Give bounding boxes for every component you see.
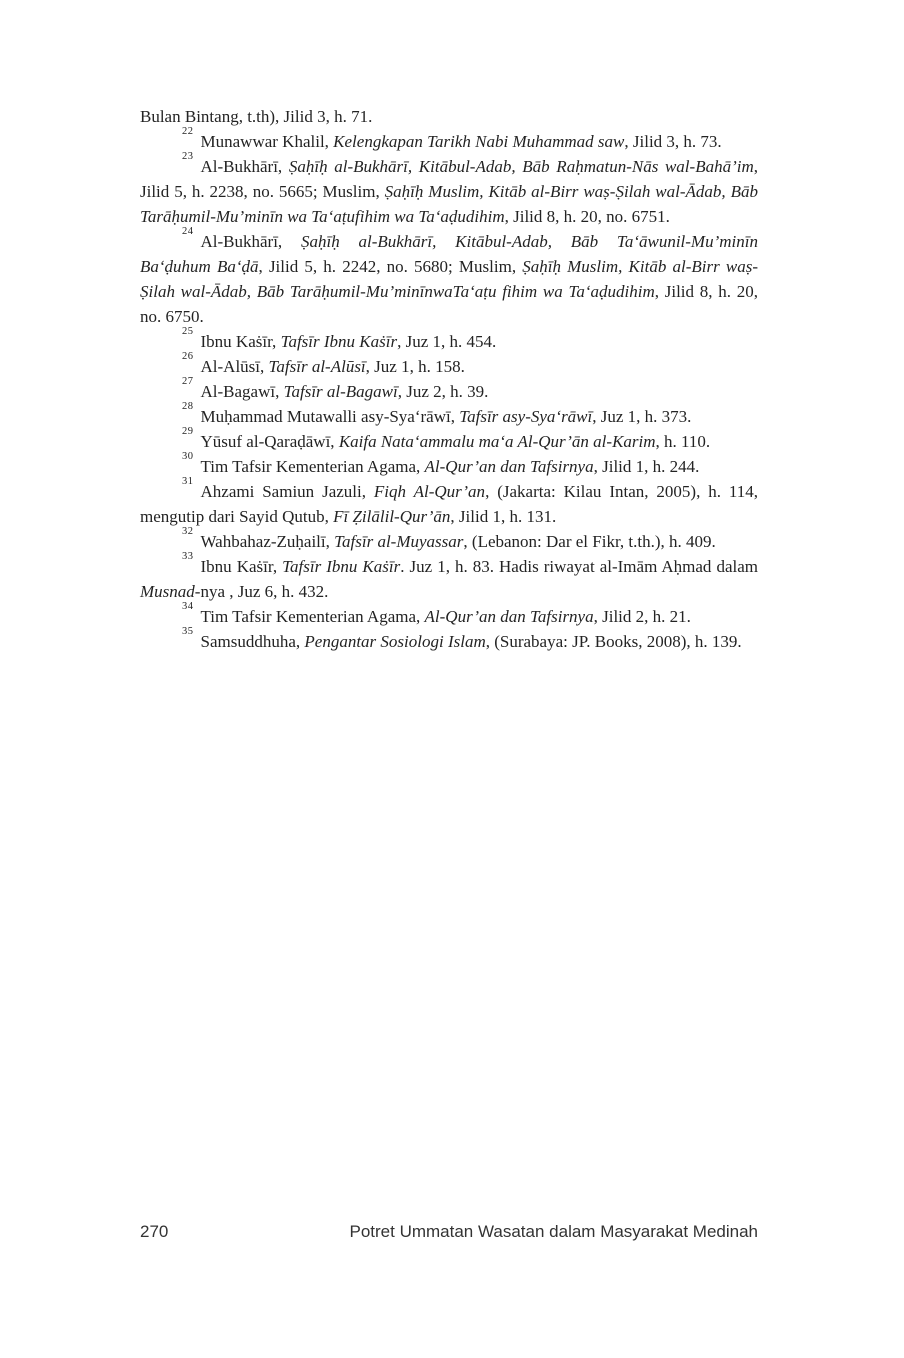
work-title-segment: Tafsīr al-Alūsī [268, 357, 366, 376]
footnote-text-segment: , Jilid 8, h. 20, no. 6750. [140, 282, 758, 326]
footnote-text-segment: Munawwar Khalil, [200, 132, 334, 151]
footnote-text-segment: , (Lebanon: Dar el Fikr, t.th.), h. 409. [463, 532, 716, 551]
work-title-segment: Tafsīr Ibnu Kaṡīr [282, 557, 401, 576]
page-footer [140, 1222, 758, 1242]
work-title-segment: Ṣaḥīḥ al-Bukhārī, Kitābul-Adab, Bāb Ta‘āwunil-Mu’minīn Ba‘ḍuhum Ba‘ḍā [140, 232, 758, 276]
footnote-number: 26 [182, 351, 194, 363]
work-title-segment: Tafsīr al-Muyassar [334, 532, 464, 551]
footnote-text-segment: , Jilid 5, h. 2238, no. 5665; Muslim, [140, 157, 758, 201]
footnote-text-segment: , (Jakarta: Kilau Intan, 2005), h. 114, mengutip dari Sayid Qutub, [140, 482, 758, 526]
footnote-text-segment: , Jilid 2, h. 21. [593, 607, 691, 626]
footnote-34 [140, 601, 758, 629]
page-number: 270 [140, 1222, 169, 1241]
work-title-segment: Fiqh Al-Qur’an [373, 482, 486, 501]
footnote-text-segment: , Juz 1, h. 158. [365, 357, 465, 376]
footnote-text-segment: Ibnu Kaṡīr, [200, 332, 281, 351]
work-title-segment: Al-Qur’an dan Tafsirnya [424, 457, 594, 476]
footnote-text-segment: -nya , Juz 6, h. 432. [194, 582, 329, 601]
work-title-segment: Kaifa Nata‘ammalu ma‘a Al-Qur’ān al-Karim [338, 432, 656, 451]
footnote-31 [140, 476, 758, 529]
footnote-text-segment: , Jilid 3, h. 73. [624, 132, 722, 151]
footnote-text-segment: Yūsuf al-Qaraḍāwī, [200, 432, 339, 451]
footnote-number: 35 [182, 626, 194, 638]
footnote-number: 23 [182, 151, 194, 163]
footnote-text-segment: , Juz 1, h. 373. [592, 407, 692, 426]
footnote-text-segment: , Jilid 8, h. 20, no. 6751. [504, 207, 670, 226]
footnote-text-segment: , Jilid 1, h. 244. [593, 457, 700, 476]
footnote-text-segment: Tim Tafsir Kementerian Agama, [200, 607, 425, 626]
footnote-text-segment: Muḥammad Mutawalli asy-Sya‘rāwī, [200, 407, 460, 426]
footnote-number: 30 [182, 451, 194, 463]
footnote-number: 25 [182, 326, 194, 338]
footnote-text-segment: , Jilid 5, h. 2242, no. 5680; Muslim, [258, 257, 523, 276]
footnote-continuation [140, 104, 758, 129]
footnote-text-segment: Al-Bukhārī, [200, 232, 301, 251]
footnote-text-segment: , Juz 2, h. 39. [397, 382, 489, 401]
footnote-number: 28 [182, 401, 194, 413]
footnote-28 [140, 401, 758, 429]
work-title-segment: Ṣaḥīḥ al-Bukhārī, Kitābul-Adab, Bāb Raḥmatun-Nās wal-Bahā’im [288, 157, 754, 176]
work-title-segment: Fī Ẓilālil-Qur’ān [333, 507, 451, 526]
footnote-22 [140, 126, 758, 154]
footnote-27 [140, 376, 758, 404]
footnote-text-segment: Al-Bagawī, [200, 382, 284, 401]
footnote-29 [140, 426, 758, 454]
running-title: Potret Ummatan Wasatan dalam Masyarakat Medinah [349, 1222, 758, 1241]
work-title-segment: Al-Qur’an dan Tafsirnya [424, 607, 594, 626]
footnote-text-segment: , h. 110. [655, 432, 711, 451]
footnote-text-segment: Ibnu Kaṡīr, [200, 557, 283, 576]
footnote-text-segment: Tim Tafsir Kementerian Agama, [200, 457, 425, 476]
footnote-text-segment: . Juz 1, h. 83. Hadis riwayat al-Imām Aḥmad dalam [400, 557, 759, 576]
footnote-text-segment: Al-Alūsī, [200, 357, 269, 376]
footnote-text-segment: Samsuddhuha, [200, 632, 305, 651]
footnote-number: 31 [182, 476, 194, 488]
footnote-35 [140, 626, 758, 654]
work-title-segment: Tafsīr al-Bagawī [283, 382, 398, 401]
footnote-33 [140, 551, 759, 604]
footnote-text-segment: Ahzami Samiun Jazuli, [200, 482, 374, 501]
footnote-text-segment: Wahbahaz-Zuḥailī, [200, 532, 335, 551]
footnote-number: 33 [182, 551, 194, 563]
footnote-text-segment: Bulan Bintang, t.th), Jilid 3, h. 71. [140, 107, 373, 126]
footnote-text-segment: Al-Bukhārī, [200, 157, 289, 176]
footnote-text-segment: , (Surabaya: JP. Books, 2008), h. 139. [485, 632, 742, 651]
footnote-23 [140, 151, 758, 229]
work-title-segment: Ṣaḥīḥ Muslim, Kitāb al-Birr waṣ-Ṣilah wal-Ādab, Bāb Tarāḥumil-Mu’minīnwaTa‘aṭu fihim wa Ta‘aḍudihim [140, 257, 758, 301]
footnote-30 [140, 451, 758, 479]
footnote-number: 22 [182, 126, 194, 138]
footnote-number: 34 [182, 601, 194, 613]
footnote-32 [140, 526, 758, 554]
footnote-24 [140, 226, 758, 329]
footnote-text-segment: , Jilid 1, h. 131. [450, 507, 557, 526]
footnote-25 [140, 326, 758, 354]
footnote-number: 29 [182, 426, 194, 438]
footnote-26 [140, 351, 758, 379]
footnote-text-segment: , Juz 1, h. 454. [397, 332, 497, 351]
work-title-segment: Pengantar Sosiologi Islam [304, 632, 486, 651]
work-title-segment: Kelengkapan Tarikh Nabi Muhammad saw [333, 132, 625, 151]
work-title-segment: Tafsīr asy-Sya‘rāwī [459, 407, 593, 426]
work-title-segment: Ṣaḥīḥ Muslim, Kitāb al-Birr waṣ-Ṣilah wal-Ādab, Bāb Tarāḥumil-Mu’minīn wa Ta‘aṭufihim wa Ta‘aḍudihim [140, 182, 758, 226]
footnote-number: 24 [182, 226, 194, 238]
endnotes-block [140, 104, 758, 654]
footnote-number: 27 [182, 376, 194, 388]
work-title-segment: Musnad [140, 582, 195, 601]
work-title-segment: Tafsīr Ibnu Kaṡīr [280, 332, 398, 351]
footnote-number: 32 [182, 526, 194, 538]
